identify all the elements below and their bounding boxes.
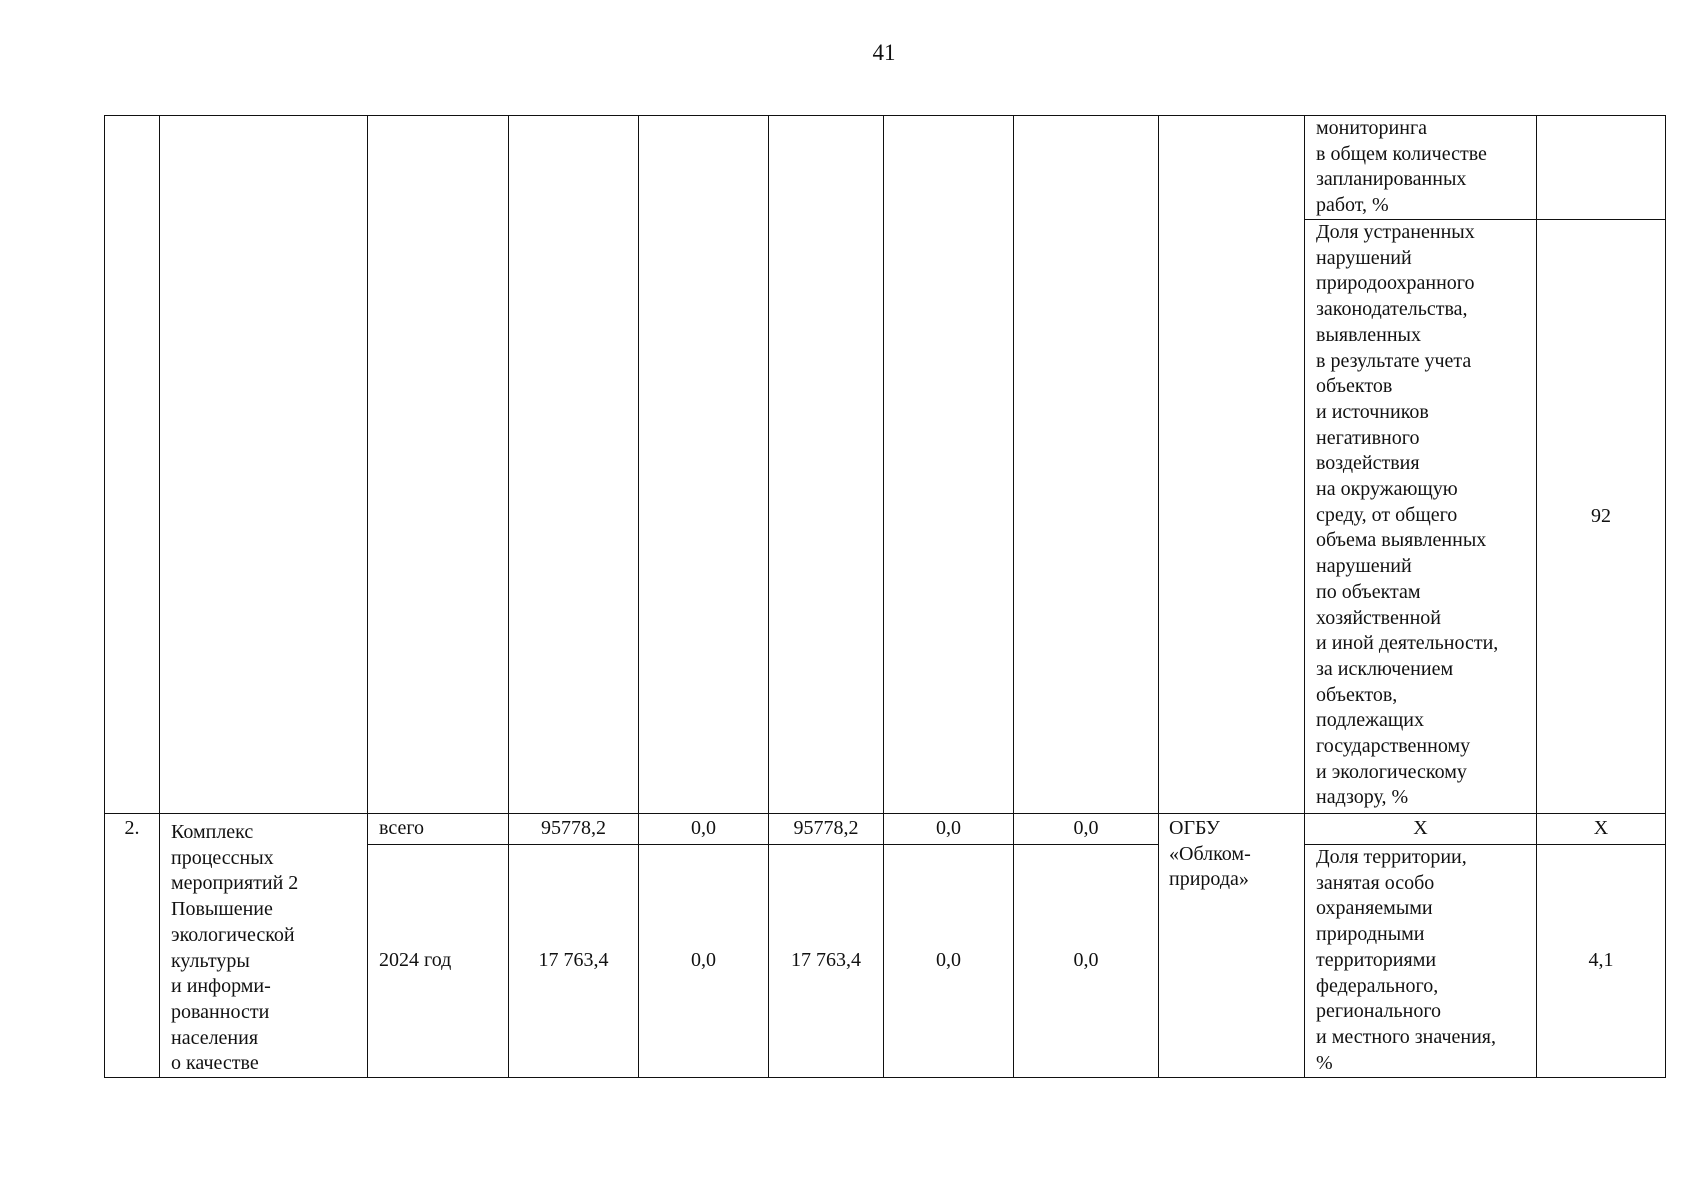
cell-local-empty — [884, 116, 1014, 814]
cell-federal-empty — [639, 116, 769, 814]
page-number: 41 — [872, 40, 896, 65]
indicator-value-cell: 92 — [1537, 220, 1666, 814]
cell-number-empty — [105, 116, 160, 814]
row-number: 2. — [105, 814, 160, 1078]
indicator-text: Доля территории, занятая особо охраняемыми природными территориями федерального, регионального и местного значения, % — [1316, 846, 1496, 1074]
indicator-text: мониторинга в общем количестве запланированных работ, % — [1316, 117, 1487, 217]
indicator-value-x-mark: Х — [1537, 814, 1666, 845]
cell-total-empty — [509, 116, 639, 814]
table-row-continued-a — [105, 116, 1666, 220]
cell-name-empty — [160, 116, 368, 814]
cell-responsible-empty — [1159, 116, 1305, 814]
indicator-cell — [1305, 116, 1537, 220]
total-value: 95778,2 — [509, 814, 639, 845]
regional-value: 17 763,4 — [769, 845, 884, 1078]
cell-regional-empty — [769, 116, 884, 814]
cell-other-empty — [1014, 116, 1159, 814]
federal-value: 0,0 — [639, 845, 769, 1078]
program-name-text: Комплекс процессных мероприятий 2 Повышение экологической культуры и информи- рованности населения о качестве — [171, 821, 299, 1075]
indicator-cell — [1305, 845, 1537, 1078]
local-value: 0,0 — [884, 814, 1014, 845]
program-table — [104, 115, 1666, 1078]
responsible-text: ОГБУ «Облком- природа» — [1169, 817, 1251, 891]
indicator-text: Доля устраненных нарушений природоохранного законодательства, выявленных в результате учета объектов и источников негативного воздействия на окружающую среду, от общего объема выявленных нарушений по объектам хозяйственной и иной деятельности, за исключением объектов, подлежащих государственному и экологическому надзору, % — [1316, 221, 1499, 809]
table-row-2-total — [105, 814, 1666, 845]
period-total-label: всего — [368, 814, 509, 845]
indicator-x-mark: Х — [1305, 814, 1537, 845]
responsible-cell — [1159, 814, 1305, 1078]
indicator-cell — [1305, 220, 1537, 814]
other-value: 0,0 — [1014, 814, 1159, 845]
other-value: 0,0 — [1014, 845, 1159, 1078]
period-year-label: 2024 год — [368, 845, 509, 1078]
local-value: 0,0 — [884, 845, 1014, 1078]
indicator-value-cell: 4,1 — [1537, 845, 1666, 1078]
cell-period-empty — [368, 116, 509, 814]
federal-value: 0,0 — [639, 814, 769, 845]
total-value: 17 763,4 — [509, 845, 639, 1078]
program-name-cell — [160, 814, 368, 1078]
regional-value: 95778,2 — [769, 814, 884, 845]
indicator-value-cell — [1537, 116, 1666, 220]
